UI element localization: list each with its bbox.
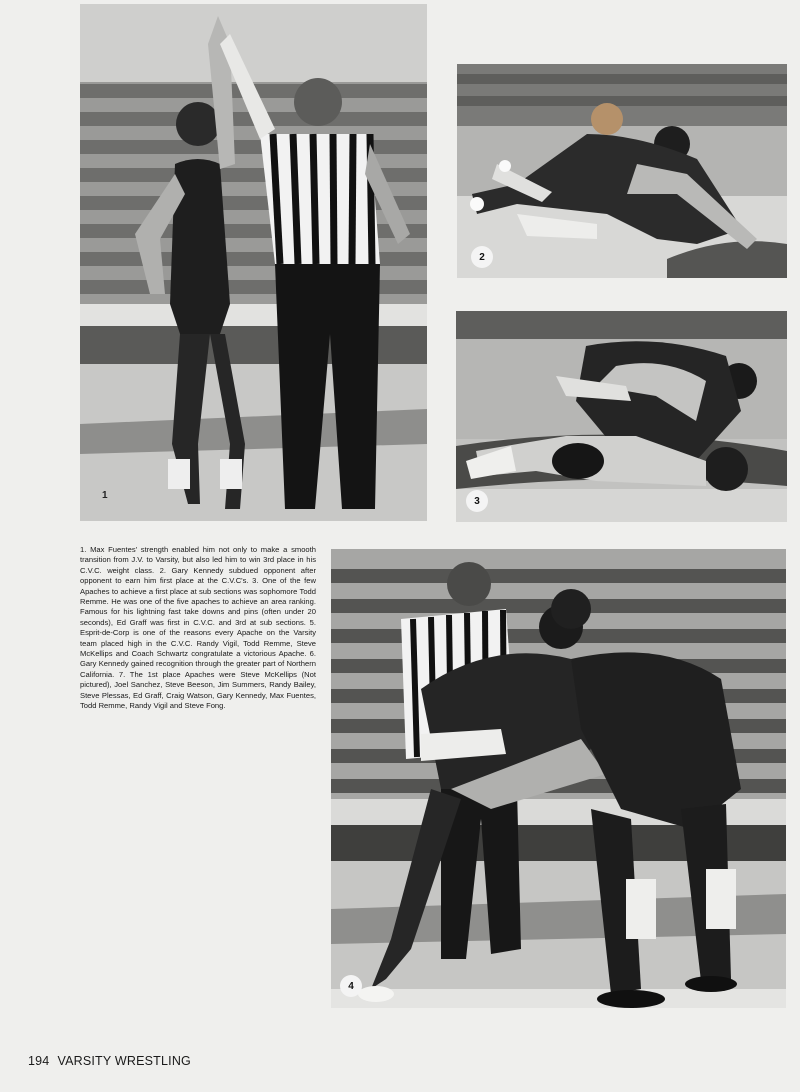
photo-4-number: 4 [340, 975, 362, 997]
photo-referee-raising-arm [80, 4, 427, 521]
photo-standing-wrestlers [331, 549, 786, 1008]
page-number: 194 [28, 1054, 50, 1068]
photo-wrestlers-on-mat [457, 64, 787, 278]
page-footer [28, 1054, 199, 1068]
photo-captions: 1. Max Fuentes' strength enabled him not only to make a smooth transition from J.V. to Varsity, but also led him to win 3rd place in his C.V.C. weight class. 2. Gary Kennedy subdued opponent after opponent to earn him first place at the C.V.C's. 3. One of the few Apaches to achieve a first place at sub sections was sophomore Todd Remme. He was one of the five apaches to achieve an area ranking. Famous for his lightning fast take downs and pins (often under 20 seconds), Ed Graff was first in C.V.C. and 3rd at sub sections. 5. Esprit-de-Corp is one of the reasons every Apache on the Varsity team placed high in the C.V.C. Randy Vigil, Todd Remme, Steve McKellips and Coach Schwartz congratulate a victorious Apache. 6. Gary Kennedy gained recognition through the greater part of Northern California. 7. The 1st place Apaches were Steve McKellips (Not pictured), Joel Sanchez, Steve Beeson, Jim Summers, Randy Bailey, Steve Plessas, Ed Graff, Craig Watson, Gary Kennedy, Max Fuentes, Todd Remme, Randy Vigil and Steve Fong. [80, 545, 316, 711]
photo-takedown [456, 311, 787, 522]
photo-2-number: 2 [471, 246, 493, 268]
photo-1-number: 1 [102, 490, 108, 501]
photo-3-number: 3 [466, 490, 488, 512]
section-title: VARSITY WRESTLING [57, 1054, 191, 1068]
